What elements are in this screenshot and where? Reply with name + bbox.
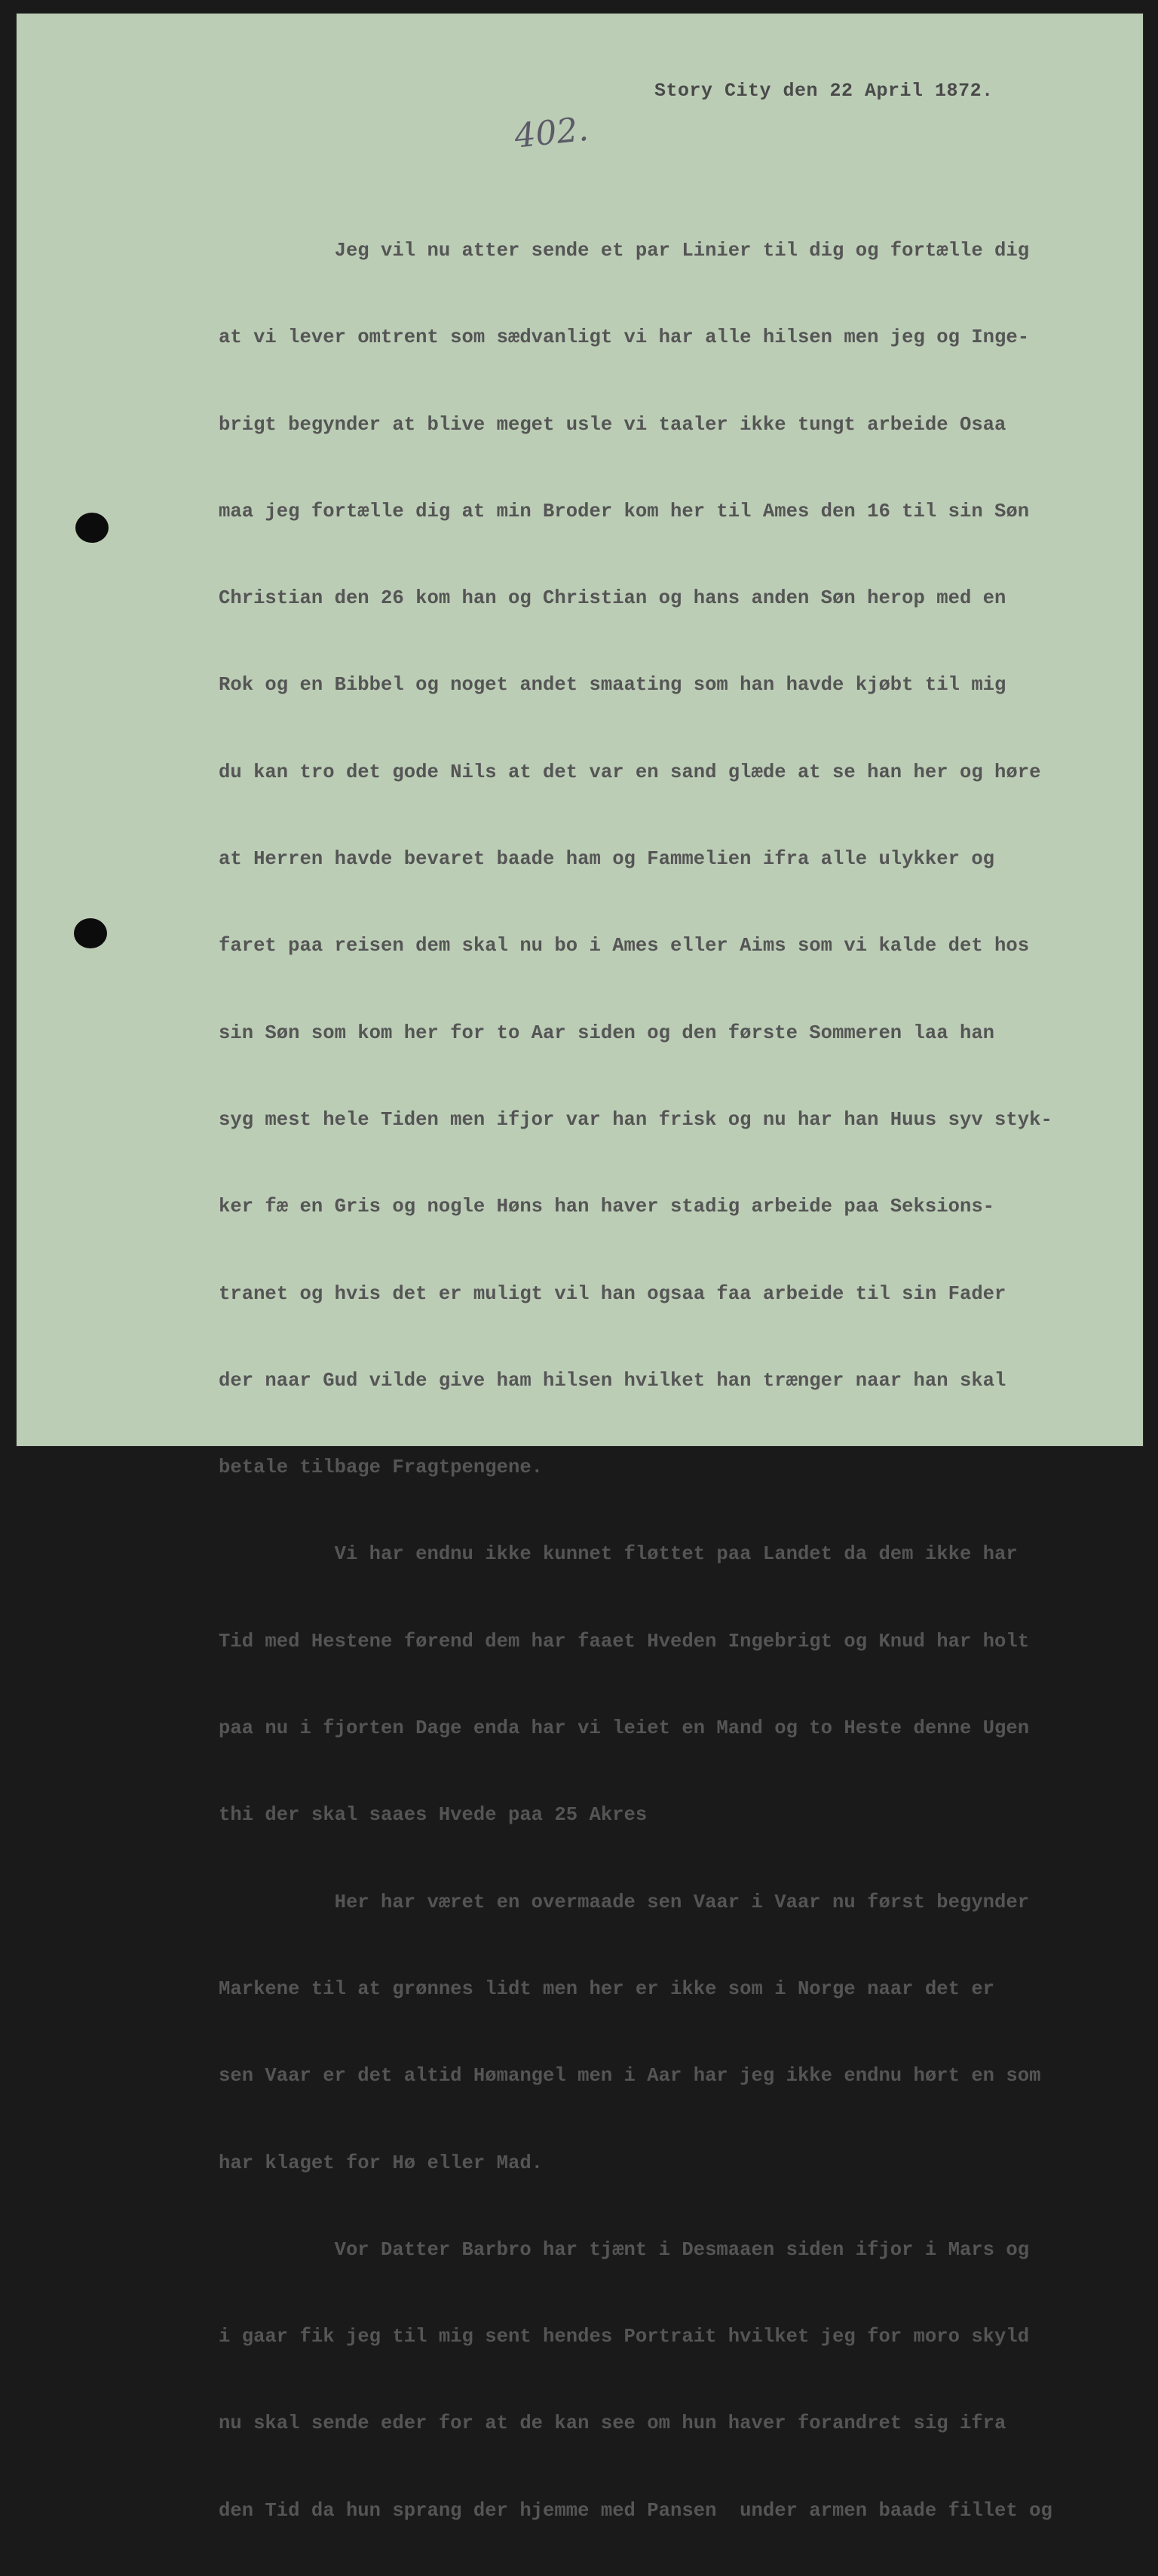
letter-line: Markene til at grønnes lidt men her er ikke som i Norge naar det er xyxy=(219,1977,995,2000)
letter-line: sin Søn som kom her for to Aar siden og den første Sommeren laa han xyxy=(219,1022,995,1044)
letter-line: Rok og en Bibbel og noget andet smaating som han havde kjøbt til mig xyxy=(219,674,1006,697)
letter-line: syg mest hele Tiden men ifjor var han frisk og nu har han Huus syv styk- xyxy=(219,1108,1052,1131)
letter-line: Tid med Hestene førend dem har faaet Hveden Ingebrigt og Knud har holt xyxy=(219,1630,1030,1652)
paper-sheet xyxy=(17,14,1143,2522)
letter-line: ker fæ en Gris og nogle Høns han haver stadig arbeide paa Seksions- xyxy=(219,1196,995,1218)
letter-line: har klaget for Hø eller Mad. xyxy=(219,2152,544,2174)
letter-line: Her har været en overmaade sen Vaar i Vaar nu først begynder xyxy=(219,1891,1030,1913)
letter-line: faret paa reisen dem skal nu bo i Ames eller Aims som vi kalde det hos xyxy=(219,935,1030,957)
letter-line: Vi har endnu ikke kunnet fløttet paa Landet da dem ikke har xyxy=(219,1543,1018,1566)
letter-line: maa jeg fortælle dig at min Broder kom her til Ames den 16 til sin Søn xyxy=(219,500,1030,522)
punch-hole-top xyxy=(75,513,109,543)
letter-line: i gaar fik jeg til mig sent hendes Portrait hvilket jeg for moro skyld xyxy=(219,2326,1030,2348)
punch-hole-bottom xyxy=(74,918,107,948)
letter-line: sen Vaar er det altid Hømangel men i Aar har jeg ikke endnu hørt en som xyxy=(219,2065,1041,2087)
letter-line: brigt begynder at blive meget usle vi taaler ikke tungt arbeide Osaa xyxy=(219,413,1006,436)
letter-line: paa nu i fjorten Dage enda har vi leiet en Mand og to Heste denne Ugen xyxy=(219,1717,1030,1740)
letter-dateline: Story City den 22 April 1872. xyxy=(654,80,994,102)
scanned-page xyxy=(17,14,1143,2522)
letter-line: tranet og hvis det er muligt vil han ogsaa faa arbeide til sin Fader xyxy=(219,1282,1006,1305)
letter-line: at Herren havde bevaret baade ham og Fammelien ifra alle ulykker og xyxy=(219,848,995,871)
letter-body xyxy=(219,185,1138,2576)
letter-line: at vi lever omtrent som sædvanligt vi har alle hilsen men jeg og Inge- xyxy=(219,326,1030,349)
letter-line: Jeg vil nu atter sende et par Linier til dig og fortælle dig xyxy=(219,240,1030,262)
letter-line: Christian den 26 kom han og Christian og hans anden Søn herop med en xyxy=(219,587,1006,610)
letter-line: thi der skal saaes Hvede paa 25 Akres xyxy=(219,1804,648,1827)
letter-line: betale tilbage Fragtpengene. xyxy=(219,1456,544,1479)
letter-line: den Tid da hun sprang der hjemme med Pansen under armen baade fillet og xyxy=(219,2499,1052,2522)
letter-line: Vor Datter Barbro har tjænt i Desmaaen siden ifjor i Mars og xyxy=(219,2238,1030,2261)
letter-line: der naar Gud vilde give ham hilsen hvilket han trænger naar han skal xyxy=(219,1369,1006,1392)
letter-line: nu skal sende eder for at de kan see om hun haver forandret sig ifra xyxy=(219,2412,1006,2435)
handwritten-page-number: 402. xyxy=(513,109,590,156)
letter-line: du kan tro det gode Nils at det var en sand glæde at se han her og høre xyxy=(219,761,1041,783)
